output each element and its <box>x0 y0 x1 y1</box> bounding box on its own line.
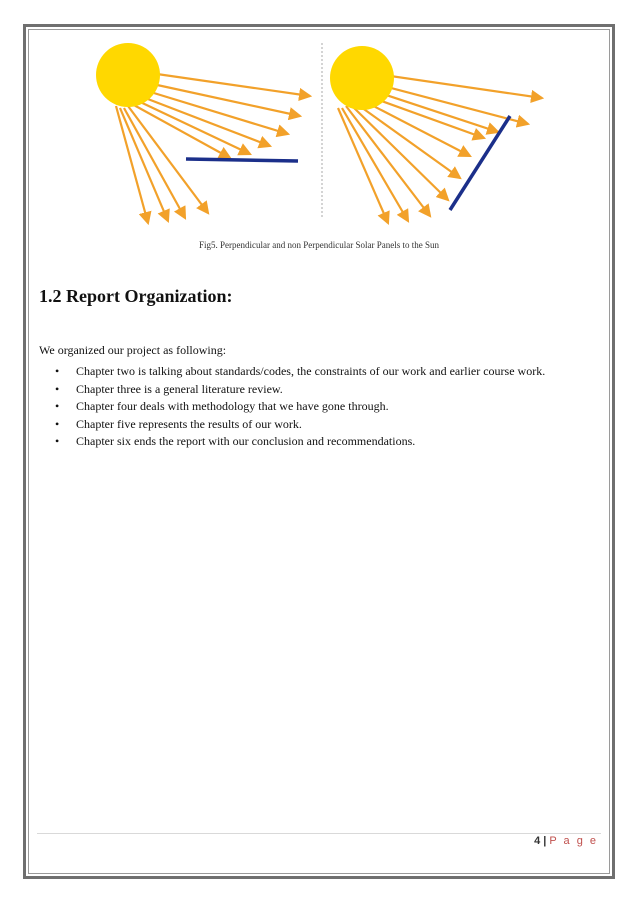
ray <box>120 108 168 221</box>
bullet-icon: • <box>55 416 60 431</box>
ray <box>140 96 270 146</box>
sun-icon <box>330 46 394 110</box>
section-intro: We organized our project as following: <box>39 343 227 357</box>
ray <box>150 73 310 96</box>
footer-separator: | <box>543 835 547 847</box>
page-footer <box>534 835 598 847</box>
ray <box>148 83 300 116</box>
bullet-icon: • <box>55 399 60 413</box>
list-item: • Chapter four deals with methodology that we have gone through. <box>39 398 545 416</box>
bullet-icon: • <box>55 364 60 378</box>
list-item: • Chapter six ends the report with our conclusion and recommendations. <box>39 433 545 451</box>
ray <box>144 90 288 134</box>
sun-icon <box>96 43 160 107</box>
bullet-icon: • <box>55 381 60 396</box>
list-item: • Chapter two is talking about standards/codes, the constraints of our work and earlier course work. <box>39 363 545 381</box>
solar-diagram <box>80 38 560 228</box>
solar-panel-figure <box>80 38 560 228</box>
footer-divider <box>37 833 601 834</box>
ray <box>370 73 542 98</box>
ray <box>346 106 430 216</box>
right-diagram <box>330 46 542 223</box>
figure-caption: Fig5. Perpendicular and non Perpendicular Solar Panels to the Sun <box>199 240 439 250</box>
bullet-icon: • <box>55 434 60 448</box>
ray <box>136 100 250 154</box>
section-heading: 1.2 Report Organization: <box>39 286 233 306</box>
list-item: • Chapter three is a general literature review. <box>39 381 545 399</box>
left-diagram <box>96 43 310 223</box>
page-label: P a g e <box>549 835 598 847</box>
ray <box>338 108 388 223</box>
page-number: 4 <box>534 835 541 847</box>
chapter-list <box>39 363 545 451</box>
list-item: • Chapter five represents the results of our work. <box>39 416 545 434</box>
solar-panel <box>186 159 298 161</box>
ray <box>124 108 185 218</box>
ray <box>342 108 408 221</box>
